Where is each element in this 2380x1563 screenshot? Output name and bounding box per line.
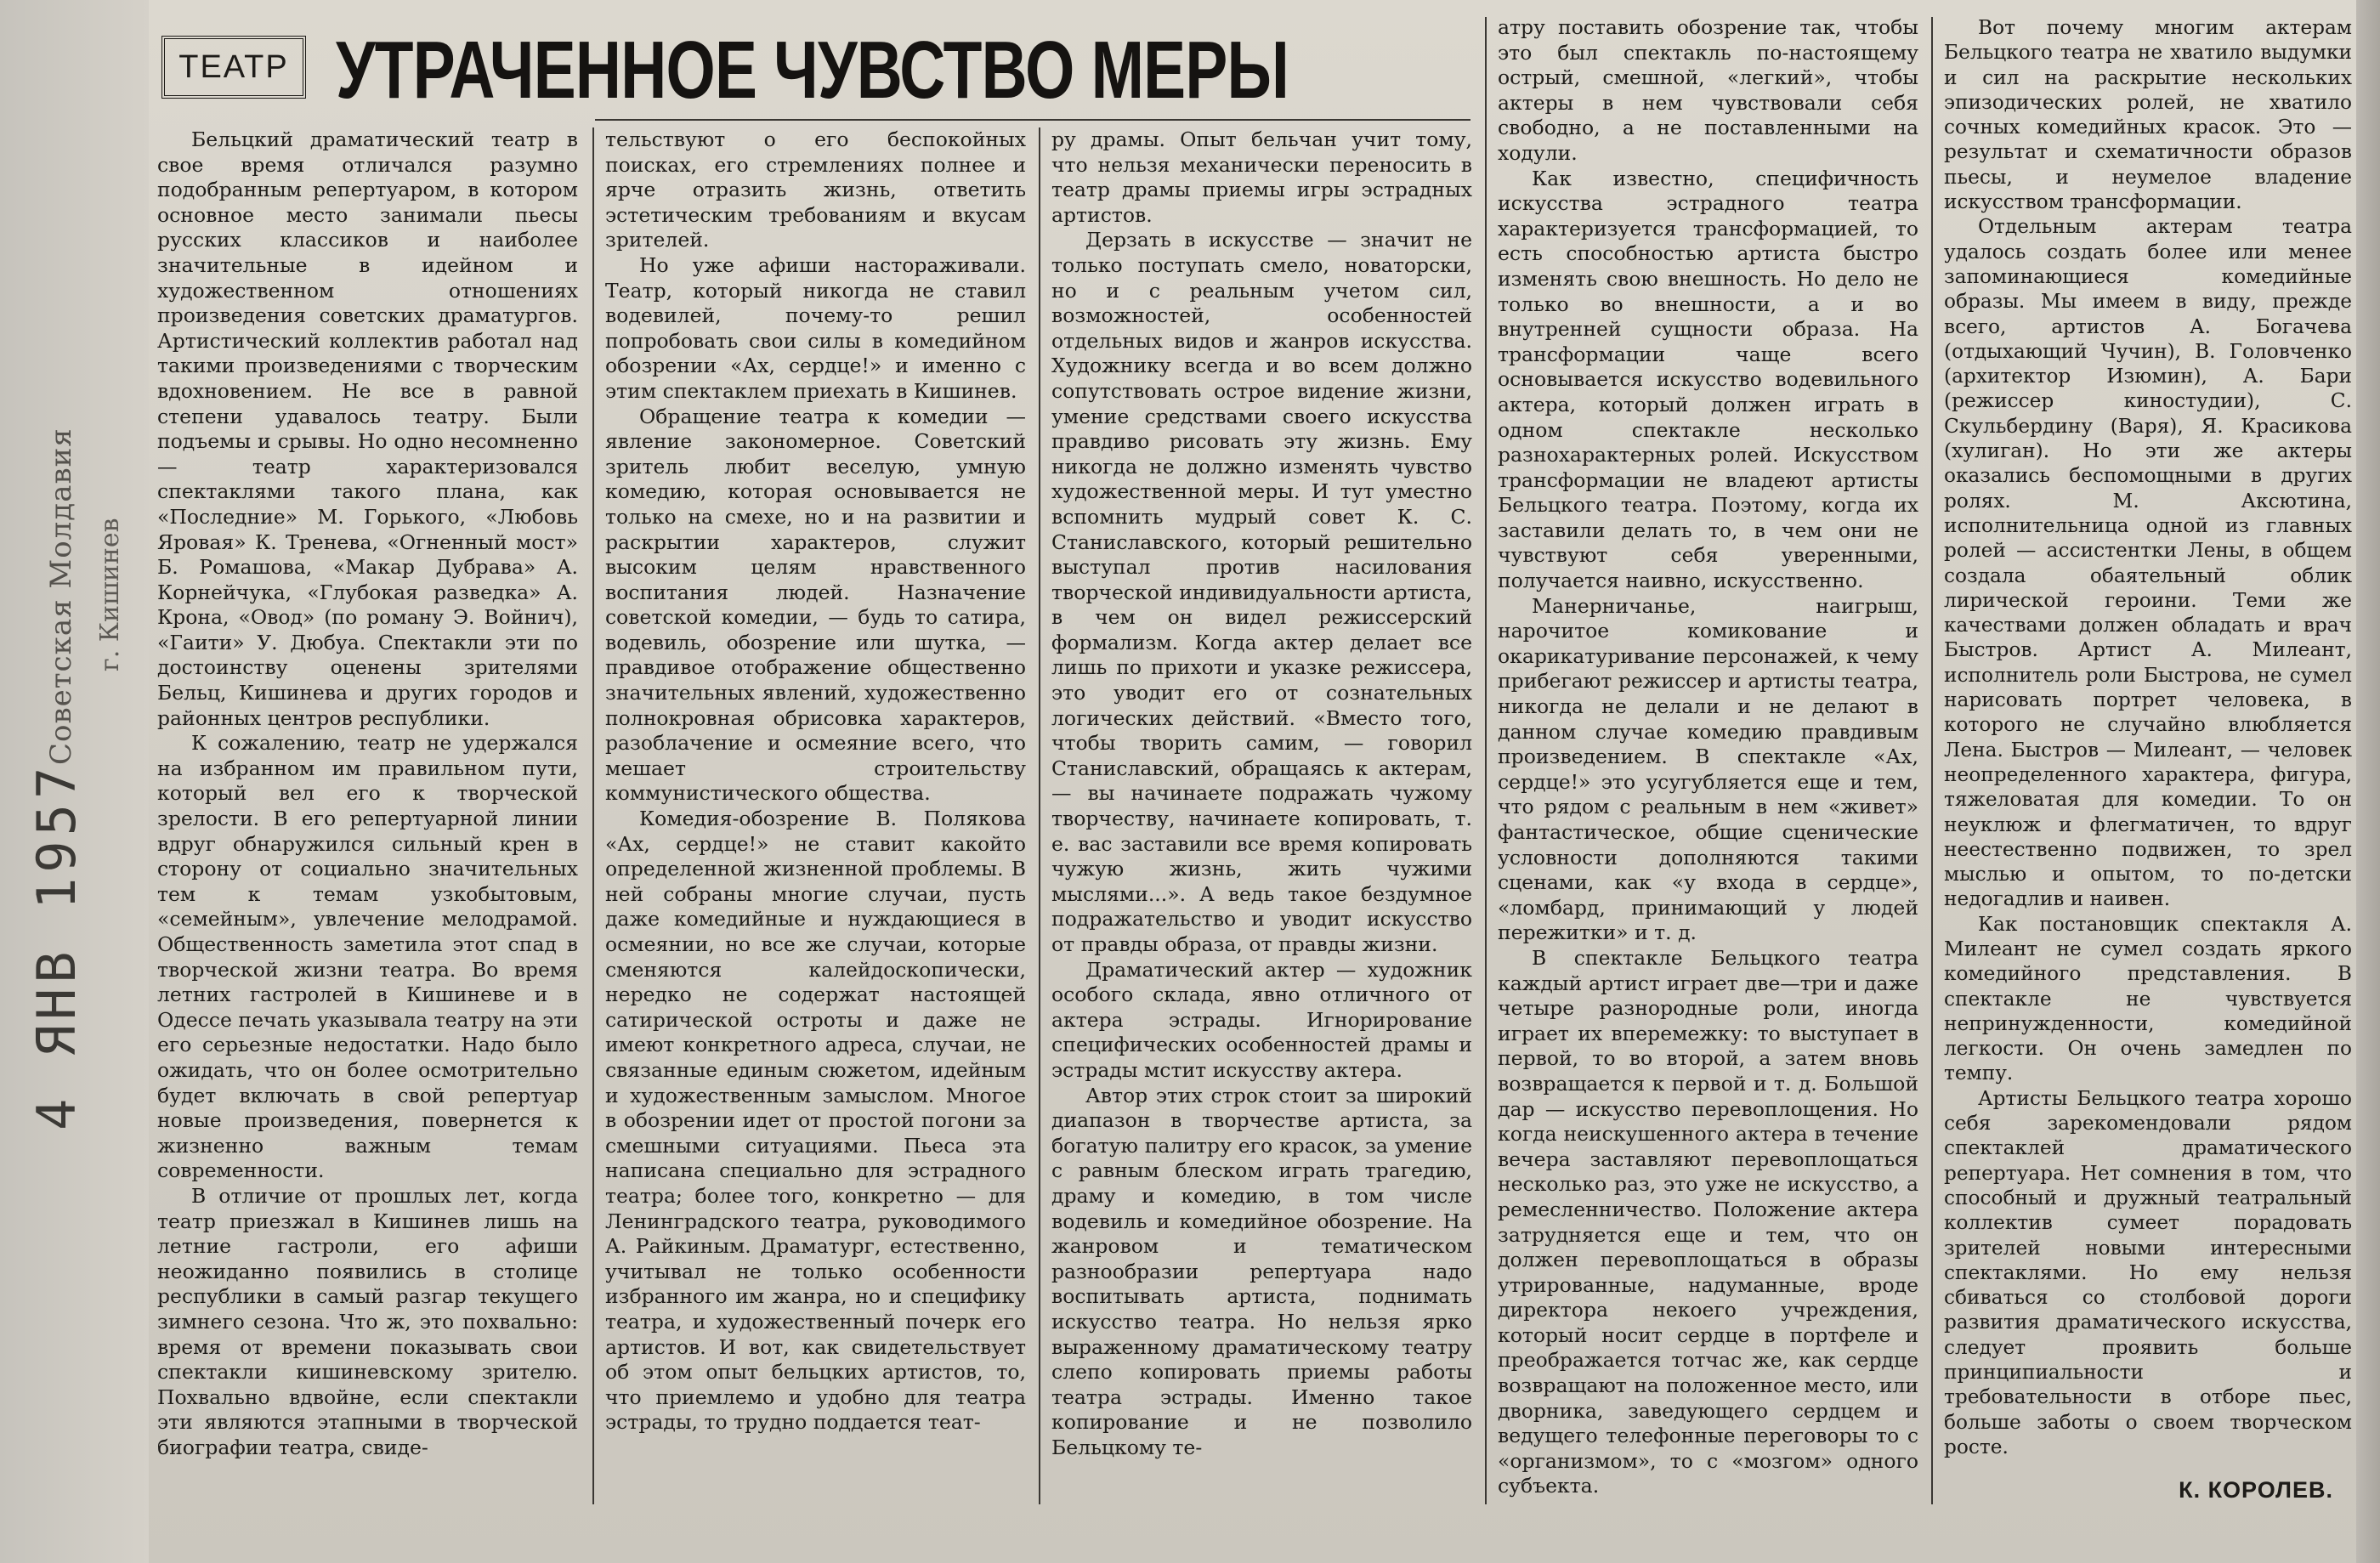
paragraph: Вот почему многим актерам Бельцкого театра не хватило выдумки и сил на раскрытие нескольких эпизодических ролей, не хватило сочных комедийных красок. Это — результат и схематичности образов пьесы, и неумелое владение искусством трансформации. <box>1944 16 2352 214</box>
paragraph: Обращение театра к комедии — явление закономерное. Советский зритель любит веселую, умную комедию, которая основывается не только на смехе, но и на развитии и раскрытии характеров, служит высоким целям нравственного воспитания людей. Назначение советской комедии, — будь то сатира, водевиль, обозрение или шутка, — правдивое отображение общественно значительных явлений, художественно полнокровная обрисовка характеров, разоблачение и осмеяние всего, что мешает строительству коммунистического общества. <box>605 404 1026 806</box>
article-headline: УТРАЧЕННОЕ ЧУВСТВО МЕРЫ <box>336 25 1289 116</box>
paragraph: Как известно, специфичность искусства эстрадного театра характеризуется трансформацией, то есть способностью артиста быстро изменять свою внешность. Но дело не только во внешности, а и во внутренней сущности образа. На трансформации чаще всего основывается искусство водевильного актера, который должен играть в одном спектакле несколько разнохарактерных ролей. Искусством трансформации не владеют артисты Бельцкого театра. Поэтому, когда их заставили делать то, в чем они не чувствуют себя уверенными, получается наивно, искусственно. <box>1498 166 1918 593</box>
paragraph: К сожалению, театр не удержался на избранном им правильном пути, который вел его к творческой зрелости. В его репертуарной линии вдруг обнаружился сильный крен в сторону от социально значительных тем к темам узкобытовым, «семейным», увлечение мелодрамой. Общественность заметила этот спад в творческой жизни театра. Во время летних гастролей в Кишиневе и в Одессе печать указывала театру на эти его серьезные недостатки. Надо было ожидать, что он более осмотрительно будет включать в свой репертуар новые произведения, повернется к жизненно важным темам современности. <box>157 731 578 1183</box>
paragraph: В спектакле Бельцкого театра каждый артист играет две—три и даже четыре разнородные роли, иногда играет их вперемежку: то выступает в первой, то во второй, а затем вновь возвращается к первой и т. д. Большой дар — искусство перевоплощения. Но когда неискушенного актера в течение вечера заставляют перевоплощаться несколько раз, это уже не искусство, а ремесленничество. Положение актера затрудняется еще и тем, что он должен перевоплощаться в образы утрированные, надуманные, вроде директора некоего учреждения, который носит сердце в портфеле и преображается тотчас же, как сердце возвращают на положенное место, или дворника, заведующего сердцем и ведущего телефонные переговоры то с «организмом», то с «мозгом» одного субъекта. <box>1498 945 1918 1498</box>
paragraph: ру драмы. Опыт бельчан учит тому, что нельзя механически переносить в театр драмы приемы игры эстрадных артистов. <box>1051 127 1472 227</box>
paragraph: тельствуют о его беспокойных поисках, его стремлениях полнее и ярче отразить жизнь, ответить эстетическим требованиям и вкусам зрителей. <box>605 127 1026 252</box>
clipping-margin <box>0 0 149 1563</box>
paragraph: Как постановщик спектакля А. Милеант не сумел создать яркого комедийного представления. В спектакле не чувствуется непринужденности, комедийной легкости. Он очень замедлен по темпу. <box>1944 912 2352 1085</box>
paragraph: Манерничанье, наигрыш, нарочитое комикование и окарикатуривание персонажей, к чему прибегают режиссер и артисты театра, никогда не делали и не делают в данном случае комедию правдивым произведением. В спектакле «Ах, сердце!» это усугубляется еще и тем, что рядом с реальным в нем «живет» фантастическое, общие сценические условности дополняются такими сценами, как «у входа в сердце», «ломбард, принимающий у людей пережитки» и т. д. <box>1498 593 1918 945</box>
paragraph: атру поставить обозрение так, чтобы это был спектакль по-настоящему острый, смешной, «легкий», чтобы актеры в нем чувствовали себя свободно, а не поставленными на ходули. <box>1498 15 1918 165</box>
article-column-1 <box>157 127 578 1504</box>
column-rule <box>592 127 594 1504</box>
clipping-edge <box>2356 0 2380 1563</box>
paragraph: Дерзать в искусстве — значит не только поступать смело, новаторски, но и с реальным учетом сил, возможностей, особенностей отдельных видов и жанров искусства. Художнику всегда и во всем должно сопутствовать острое видение жизни, умение средствами своего искусства правдиво рисовать эту жизнь. Ему никогда не должно изменять чувство художественной меры. И тут уместно вспомнить мудрый совет К. С. Станиславского, который решительно выступал против насилования творческой индивидуальности артиста, в чем он видел режиссерский формализм. Когда актер делает все лишь по прихоти и указке режиссера, это уводит его от сознательных логических действий. «Вместо того, чтобы творить самим, — говорил Станиславский, обращаясь к актерам, — вы начинаете подражать чужому творчеству, начинаете копировать, т. е. вас заставили все время копировать чужую жизнь, жить чужими мыслями...». А ведь такое бездумное подражательство и уводит искусство от правды образа, от правды жизни. <box>1051 228 1472 956</box>
column-rule <box>1039 127 1040 1504</box>
article-column-4 <box>1498 15 1918 1504</box>
paragraph: Бельцкий драматический театр в свое время отличался разумно подобранным репертуаром, в котором основное место занимали пьесы русских классиков и наиболее значительные в идейном и художественном отношениях произведения советских драматургов. Артистический коллектив работал над такими произведениями с творческим вдохновением. Не все в равной степени удавалось театру. Были подъемы и срывы. Но одно несомненно — театр характеризовался спектаклями такого плана, как «Последние» М. Горького, «Любовь Яровая» К. Тренева, «Огненный мост» Б. Ромашова, «Макар Дубрава» А. Корнейчука, «Глубокая разведка» А. Крона, «Овод» (по роману Э. Войнич), «Гаити» У. Дюбуа. Спектакли эти по достоинству оценены зрителями Бельц, Кишинева и других городов и районных центров республики. <box>157 127 578 730</box>
paragraph: Артисты Бельцкого театра хорошо себя зарекомендовали рядом спектаклей драматического репертуара. Нет сомнения в том, что способный и дружный театральный коллектив сумеет порадовать зрителей новыми интересными спектаклями. Но ему нельзя сбиваться со столбовой дороги развития драматического искусства, следует проявить больше принципиальности и требовательности в отборе пьес, больше заботы о своем творческом росте. <box>1944 1086 2352 1458</box>
paragraph: В отличие от прошлых лет, когда театр приезжал в Кишинев лишь на летние гастроли, его афиши неожиданно появились в столице республики в самый разгар текущего зимнего сезона. Что ж, это похвально: время от времени показывать свои спектакли кишиневскому зрителю. Похвально вдвойне, если спектакли эти являются этапными в творческой биографии театра, свиде- <box>157 1183 578 1459</box>
date-stamp: 4 ЯНВ 1957 <box>26 762 88 1130</box>
section-rubric: ТЕАТР <box>162 36 306 99</box>
article-column-3 <box>1051 127 1472 1504</box>
paragraph: Но уже афиши настораживали. Театр, который никогда не ставил водевилей, почему-то решил попробовать свои силы в комедийном обозрении «Ах, сердце!» и именно с этим спектаклем приехать в Кишинев. <box>605 252 1026 403</box>
column-rule <box>1485 17 1487 1504</box>
author-signature: К. КОРОЛЕВ. <box>2179 1477 2333 1503</box>
headline-rule <box>595 119 1470 121</box>
article-column-5 <box>1944 15 2352 1464</box>
paragraph: Драматический актер — художник особого склада, явно отличного от актера эстрады. Игнорирование специфических особенностей драмы и эстрады мстит искусству актера. <box>1051 957 1472 1082</box>
column-rule <box>1931 17 1933 1504</box>
city-name: г. Кишинев <box>95 518 125 671</box>
paragraph: Автор этих строк стоит за широкий диапазон в творчестве артиста, за богатую палитру его красок, за умение с равным блеском играть трагедию, драму и комедию, в том числе водевиль и комедийное обозрение. На жанровом и тематическом разнообразии репертуара надо воспитывать артиста, поднимать искусство театра. Но нельзя ярко выраженному драматическому театру слепо копировать приемы работы театра эстрады. Именно такое копирование и не позволило Бельцкому те- <box>1051 1083 1472 1459</box>
article-column-2 <box>605 127 1026 1504</box>
paragraph: Комедия-обозрение В. Полякова «Ах, сердце!» не ставит какойто определенной жизненной проблемы. В ней собраны многие случаи, пусть даже комедийные и нуждающиеся в осмеянии, но все же случаи, которые сменяются калейдоскопически, нередко не содержат настоящей сатирической остроты и даже не имеют конкретного адреса, случаи, не связанные единым сюжетом, идейным и художественным замыслом. Многое в обозрении идет от простой погони за смешными ситуациями. Пьеса эта написана специально для эстрадного театра; более того, конкретно — для Ленинградского театра, руководимого А. Райкиным. Драматург, естественно, учитывал не только особенности избранного им жанра, но и специфику театра, и художественный почерк его артистов. И вот, как свидетельствует об этом опыт бельцких артистов, то, что приемлемо и удобно для театра эстрады, то трудно поддается теат- <box>605 807 1026 1435</box>
paragraph: Отдельным актерам театра удалось создать более или менее запоминающиеся комедийные образы. Мы имеем в виду, прежде всего, артистов А. Богачева (отдыхающий Чучин), В. Головченко (архитектор Изюмин), А. Бари (режиссер киностудии), С. Скульбердину (Варя), Я. Красикова (хулиган). Но эти же актеры оказались беспомощными в других ролях. М. Аксютина, исполнительница одной из главных ролей — ассистентки Лены, в общем создала обаятельный облик лирической героини. Теми же качествами должен обладать и врач Быстров. Артист А. Милеант, исполнитель роли Быстрова, не сумел нарисовать портрет человека, в которого не случайно влюбляется Лена. Быстров — Милеант, — человек неопределенного характера, фигура, тяжеловатая для комедии. То он неуклюж и флегматичен, то вдруг неестественно подвижен, то зрел мыслью и опытом, то по-детски недогадлив и наивен. <box>1944 215 2352 911</box>
newspaper-name: Советская Молдавия <box>44 428 78 765</box>
